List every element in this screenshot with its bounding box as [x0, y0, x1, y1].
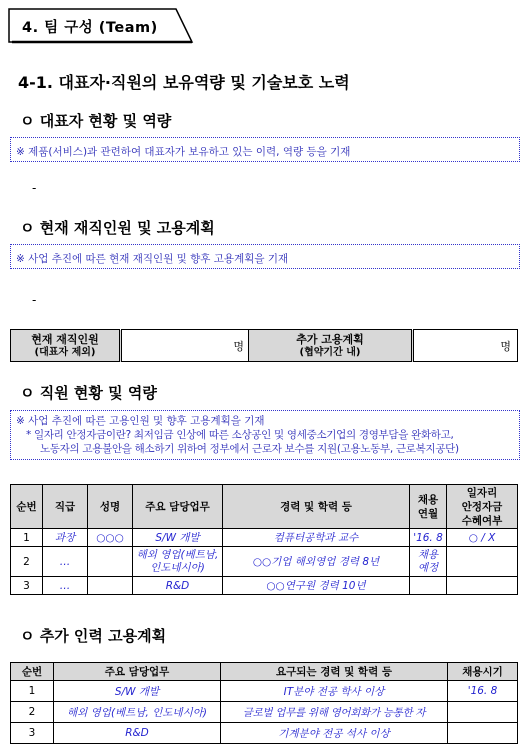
- staff-cell: 2: [11, 547, 43, 577]
- staff-table-header: [11, 485, 518, 529]
- staff-cell: ○○기업 해외영업 경력 8년: [223, 547, 410, 577]
- hiring-cell: IT분야 전공 학사 이상: [221, 681, 448, 702]
- hiring-col-no: 순번: [11, 663, 54, 681]
- hiring-cell: R&D: [54, 723, 221, 744]
- staff-cell: ○○연구원 경력 10년: [223, 577, 410, 595]
- rep-dash: -: [32, 181, 37, 195]
- staff-cell: R&D: [133, 577, 223, 595]
- staff-col-no: 순번: [11, 485, 43, 529]
- staff-cell: '16. 8: [410, 529, 447, 547]
- staff-cell: 해외 영업(베트남, 인도네시아): [133, 547, 223, 577]
- hiring-col-duty: 주요 담당업무: [54, 663, 221, 681]
- table-row: [11, 577, 518, 595]
- rep-note: [10, 137, 520, 162]
- staff-title: ㅇ 직원 현황 및 역량: [20, 384, 157, 402]
- staff-cell: ○ / X: [447, 529, 518, 547]
- current-note: [10, 244, 520, 269]
- staff-col-name: 성명: [88, 485, 133, 529]
- additional-plan-label-2: (협약기간 내): [299, 346, 361, 358]
- staff-cell: …: [43, 547, 88, 577]
- staff-note-line2: * 일자리 안정자금이란? 최저임금 인상에 따른 소상공인 및 영세중소기업의 경영부담을 완화하고,: [26, 429, 454, 441]
- section-tab: [8, 8, 193, 43]
- hiring-cell: 2: [11, 702, 54, 723]
- table-row: [11, 681, 518, 702]
- additional-plan-label-1: 추가 고용계획: [296, 332, 364, 346]
- staff-table: [10, 484, 518, 595]
- hiring-table: [10, 662, 518, 744]
- staff-cell: …: [43, 577, 88, 595]
- hiring-cell: 해외 영업(베트남, 인도네시아): [54, 702, 221, 723]
- table-row: [11, 547, 518, 577]
- current-staff-label-1: 현재 재직인원: [31, 332, 99, 346]
- hiring-table-header: [11, 663, 518, 681]
- hiring-cell: 글로벌 업무를 위해 영어회화가 능통한 자: [221, 702, 448, 723]
- staff-cell: [447, 577, 518, 595]
- hiring-col-period: 채용시기: [448, 663, 518, 681]
- table-row: [11, 723, 518, 744]
- staff-col-career: 경력 및 학력 등: [223, 485, 410, 529]
- staff-col-duty: 주요 담당업무: [133, 485, 223, 529]
- staff-col-hire: 채용 연월: [410, 485, 447, 529]
- table-row: [11, 529, 518, 547]
- hiring-cell: [448, 723, 518, 744]
- staff-col-subsidy: 일자리 안정자금 수혜여부: [447, 485, 518, 529]
- current-dash: -: [32, 293, 37, 307]
- additional-plan-value[interactable]: 명: [413, 330, 518, 362]
- staff-cell: 3: [11, 577, 43, 595]
- staff-cell: 과장: [43, 529, 88, 547]
- staff-note-line3: 노동자의 고용불안을 해소하기 위하여 정부에서 근로자 보수를 지원(고용노동부, 근로복지공단): [40, 443, 459, 455]
- section-tab-title: 4. 팀 구성 (Team): [22, 20, 158, 36]
- table-row: [11, 702, 518, 723]
- rep-title: ㅇ 대표자 현황 및 역량: [20, 112, 172, 130]
- hiring-col-requirement: 요구되는 경력 및 학력 등: [221, 663, 448, 681]
- current-title: ㅇ 현재 재직인원 및 고용계획: [20, 219, 215, 237]
- hiring-cell: '16. 8: [448, 681, 518, 702]
- staff-cell: [88, 577, 133, 595]
- staff-cell: [447, 547, 518, 577]
- headcount-table: [10, 329, 518, 362]
- staff-cell: 컴퓨터공학과 교수: [223, 529, 410, 547]
- staff-note-line1: ※ 사업 추진에 따른 고용인원 및 향후 고용계획을 기재: [16, 415, 265, 427]
- current-staff-label-2: (대표자 제외): [34, 346, 96, 358]
- hiring-cell: 3: [11, 723, 54, 744]
- additional-title: ㅇ 추가 인력 고용계획: [20, 627, 167, 645]
- hiring-cell: 1: [11, 681, 54, 702]
- staff-cell: [410, 577, 447, 595]
- hiring-cell: 기계분야 전공 석사 이상: [221, 723, 448, 744]
- rep-note-text: ※ 제품(서비스)과 관련하여 대표자가 보유하고 있는 이력, 역량 등을 기재: [16, 146, 351, 158]
- staff-cell: 1: [11, 529, 43, 547]
- current-note-text: ※ 사업 추진에 따른 현재 재직인원 및 향후 고용계획을 기재: [16, 253, 289, 265]
- hiring-cell: S/W 개발: [54, 681, 221, 702]
- staff-col-rank: 직급: [43, 485, 88, 529]
- staff-cell: ○○○: [88, 529, 133, 547]
- heading-4-1: 4-1. 대표자·직원의 보유역량 및 기술보호 노력: [18, 73, 350, 92]
- hiring-cell: [448, 702, 518, 723]
- additional-plan-label: [249, 330, 413, 362]
- current-staff-value[interactable]: 명: [121, 330, 249, 362]
- staff-cell: [88, 547, 133, 577]
- staff-note: [10, 410, 520, 460]
- staff-cell: 채용 예정: [410, 547, 447, 577]
- staff-cell: S/W 개발: [133, 529, 223, 547]
- current-staff-label: [11, 330, 121, 362]
